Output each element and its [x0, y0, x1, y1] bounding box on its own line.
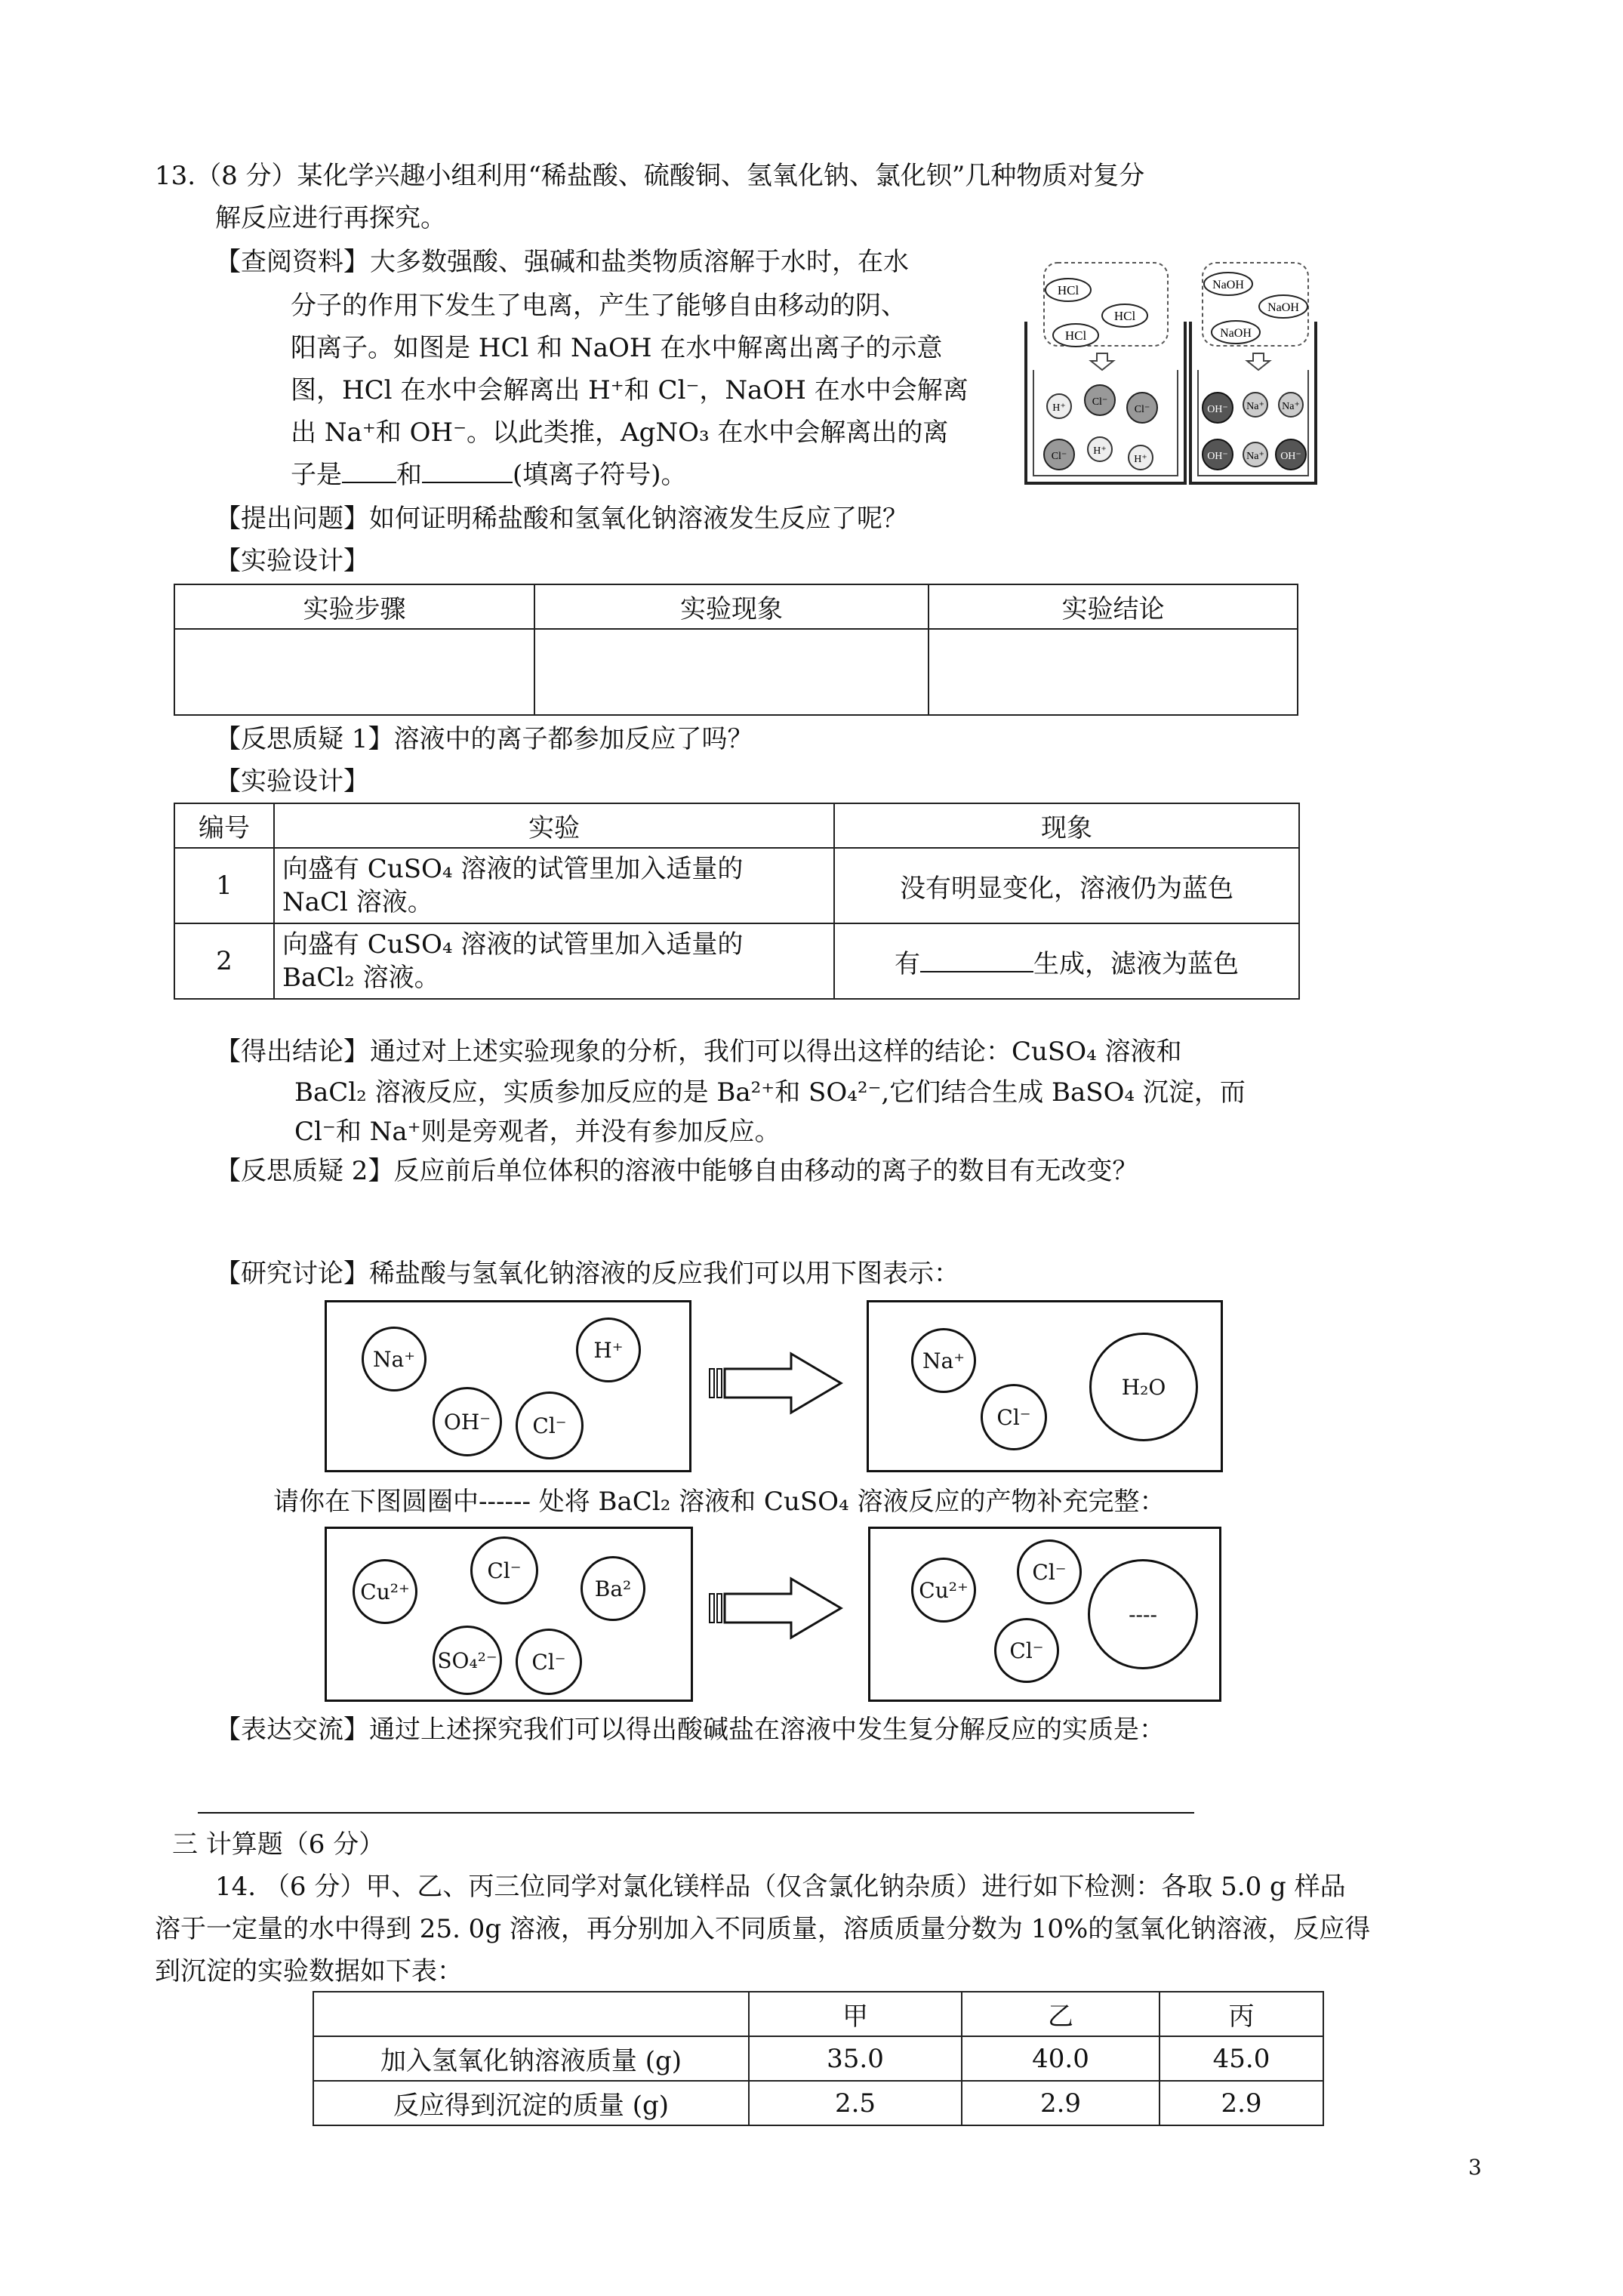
svg-text:H⁺: H⁺: [1134, 454, 1147, 465]
reaction-arrow-2: [708, 1574, 844, 1642]
svg-text:H⁺: H⁺: [1052, 402, 1066, 414]
product-answer-circle[interactable]: ----: [1088, 1559, 1198, 1669]
svg-text:Na⁺: Na⁺: [1246, 451, 1264, 462]
fill-prompt: 请你在下图圆圈中------ 处将 BaCl₂ 溶液和 CuSO₄ 溶液反应的产物补充完整：: [273, 1487, 1166, 1517]
water-molecule: H₂O: [1089, 1333, 1198, 1441]
answer-blank-precipitate[interactable]: [920, 948, 1033, 972]
row-number: 2: [174, 923, 274, 999]
cl-ion: Cl⁻: [1017, 1539, 1082, 1604]
table-row: [174, 848, 1299, 923]
oh-ion: OH⁻: [433, 1387, 502, 1456]
svg-text:Na⁺: Na⁺: [1246, 401, 1264, 412]
svg-text:Cl⁻: Cl⁻: [1092, 396, 1108, 408]
answer-cell-phenomena[interactable]: [534, 629, 929, 715]
ask-question: 【提出问题】如何证明稀盐酸和氢氧化钠溶液发生反应了呢？: [215, 504, 908, 534]
ion-experiment-table: [174, 803, 1300, 1000]
reaction-after-box: [867, 1300, 1223, 1472]
design-heading-1: 【实验设计】: [215, 546, 369, 576]
reflect-1: 【反思质疑 1】溶液中的离子都参加反应了吗？: [215, 724, 753, 754]
svg-text:HCl: HCl: [1064, 328, 1087, 343]
table-header-row: [174, 803, 1299, 848]
svg-text:OH⁻: OH⁻: [1280, 451, 1301, 462]
answer-cell-conclusion[interactable]: [929, 629, 1298, 715]
na-ion: Na⁺: [911, 1328, 976, 1393]
ref-line-2: 分子的作用下发生了电离，产生了能够自由移动的阴、: [291, 291, 907, 321]
table-row: [313, 2081, 1323, 2125]
svg-text:HCl: HCl: [1113, 309, 1136, 323]
experiment-design-table: [174, 584, 1298, 716]
row-label: 反应得到沉淀的质量 (g): [313, 2081, 749, 2125]
table-header-row: [174, 584, 1298, 629]
col-conclusion: 实验结论: [929, 584, 1298, 629]
row-observation: 没有明显变化，溶液仍为蓝色: [834, 848, 1299, 923]
answer-blank-anion[interactable]: [422, 459, 513, 483]
svg-text:OH⁻: OH⁻: [1207, 451, 1228, 462]
cl-ion: Cl⁻: [516, 1629, 582, 1695]
col-jia: 甲: [749, 1992, 962, 2036]
svg-text:NaOH: NaOH: [1267, 301, 1299, 314]
col-yi: 乙: [962, 1992, 1160, 2036]
design-heading-2: 【实验设计】: [215, 766, 369, 797]
reflect-2: 【反思质疑 2】反应前后单位体积的溶液中能够自由移动的离子的数目有无改变？: [215, 1156, 1138, 1186]
row-experiment: 向盛有 CuSO₄ 溶液的试管里加入适量的 NaCl 溶液。: [274, 848, 834, 923]
ref-line-3: 阳离子。如图是 HCl 和 NaOH 在水中解离出离子的示意: [291, 333, 943, 363]
row-label: 加入氢氧化钠溶液质量 (g): [313, 2036, 749, 2081]
ref-line-1: 大多数强酸、强碱和盐类物质溶解于水时，在水: [370, 247, 909, 277]
svg-text:OH⁻: OH⁻: [1207, 404, 1228, 415]
cl-ion: Cl⁻: [994, 1618, 1059, 1683]
ref-tag: 【查阅资料】: [215, 247, 369, 277]
precipitate-data-table: [313, 1991, 1324, 2126]
cl-ion: Cl⁻: [470, 1536, 538, 1604]
table-row: [174, 923, 1299, 999]
bacl2-cuso4-after-box: [868, 1527, 1221, 1702]
q13-heading-cont: 解反应进行再探究。: [215, 203, 446, 233]
svg-text:H⁺: H⁺: [1093, 445, 1107, 457]
cell-yi: 2.9: [962, 2081, 1160, 2125]
section-3-title: 三 计算题（6 分）: [172, 1829, 385, 1860]
cell-bing: 45.0: [1160, 2036, 1323, 2081]
reaction-arrow-1: [708, 1349, 844, 1417]
hcl-beaker: [1026, 263, 1185, 483]
conclusion-line-3: Cl⁻和 Na⁺则是旁观者，并没有参加反应。: [294, 1117, 781, 1147]
ba-ion: Ba²: [581, 1556, 645, 1621]
col-observation: 现象: [834, 803, 1299, 848]
table-row-blank: [174, 629, 1298, 715]
ref-line-5: 出 Na⁺和 OH⁻。以此类推，AgNO₃ 在水中会解离出的离: [291, 418, 949, 448]
q13-heading: 13.（8 分）某化学兴趣小组利用“稀盐酸、硫酸铜、氢氧化钠、氯化钡”几种物质对复分: [155, 161, 1145, 191]
page-number: 3: [1468, 2155, 1482, 2180]
row-number: 1: [174, 848, 274, 923]
svg-text:Na⁺: Na⁺: [1282, 401, 1300, 412]
svg-text:NaOH: NaOH: [1220, 327, 1252, 340]
na-ion: Na⁺: [362, 1327, 427, 1391]
col-number: 编号: [174, 803, 274, 848]
svg-text:NaOH: NaOH: [1212, 279, 1244, 291]
cl-ion: Cl⁻: [981, 1384, 1047, 1450]
q14-line-1: 14. （6 分）甲、乙、丙三位同学对氯化镁样品（仅含氯化钠杂质）进行如下检测：各取 5.0 g 样品: [215, 1872, 1346, 1902]
row-observation: 有 生成，滤液为蓝色: [834, 923, 1299, 999]
col-experiment: 实验: [274, 803, 834, 848]
table-header-row: [313, 1992, 1323, 2036]
express-exchange: 【表达交流】通过上述探究我们可以得出酸碱盐在溶液中发生复分解反应的实质是：: [215, 1715, 1165, 1745]
conclusion-tag: 【得出结论】: [215, 1037, 369, 1067]
col-phenomena: 实验现象: [534, 584, 929, 629]
col-bing: 丙: [1160, 1992, 1323, 2036]
cu-ion: Cu²⁺: [353, 1559, 417, 1624]
ionization-beakers-figure: [1015, 257, 1317, 491]
q14-line-3: 到沉淀的实验数据如下表：: [155, 1956, 463, 1986]
conclusion-line-2: BaCl₂ 溶液反应，实质参加反应的是 Ba²⁺和 SO₄²⁻,它们结合生成 BaSO₄ 沉淀，而: [294, 1077, 1246, 1108]
svg-text:Cl⁻: Cl⁻: [1134, 404, 1150, 415]
ref-line-6: 子是 和 (填离子符号)。: [291, 460, 687, 490]
q14-line-2: 溶于一定量的水中得到 25. 0g 溶液，再分别加入不同质量，溶质质量分数为 10%的氢氧化钠溶液，反应得: [155, 1914, 1371, 1944]
discussion: 【研究讨论】稀盐酸与氢氧化钠溶液的反应我们可以用下图表示：: [215, 1259, 959, 1289]
ref-line-4: 图，HCl 在水中会解离出 H⁺和 Cl⁻，NaOH 在水中会解离: [291, 375, 969, 405]
conclusion-line-1: 通过对上述实验现象的分析，我们可以得出这样的结论：CuSO₄ 溶液和: [370, 1037, 1182, 1067]
svg-text:Cl⁻: Cl⁻: [1051, 451, 1067, 462]
cell-bing: 2.9: [1160, 2081, 1323, 2125]
sulfate-ion: SO₄²⁻: [433, 1626, 502, 1695]
cu-ion: Cu²⁺: [911, 1558, 976, 1623]
col-blank: [313, 1992, 749, 2036]
cell-jia: 2.5: [749, 2081, 962, 2125]
answer-line-express[interactable]: [198, 1812, 1194, 1814]
reaction-before-box: [325, 1300, 691, 1472]
row-experiment: 向盛有 CuSO₄ 溶液的试管里加入适量的 BaCl₂ 溶液。: [274, 923, 834, 999]
col-steps: 实验步骤: [174, 584, 534, 629]
h-ion: H⁺: [576, 1318, 641, 1382]
answer-cell-steps[interactable]: [174, 629, 534, 715]
cl-ion: Cl⁻: [516, 1391, 584, 1459]
cell-jia: 35.0: [749, 2036, 962, 2081]
table-row: [313, 2036, 1323, 2081]
cell-yi: 40.0: [962, 2036, 1160, 2081]
bacl2-cuso4-before-box: [325, 1527, 693, 1702]
svg-text:HCl: HCl: [1057, 283, 1079, 297]
naoh-beaker: [1190, 263, 1316, 483]
answer-blank-cation[interactable]: [342, 459, 396, 483]
